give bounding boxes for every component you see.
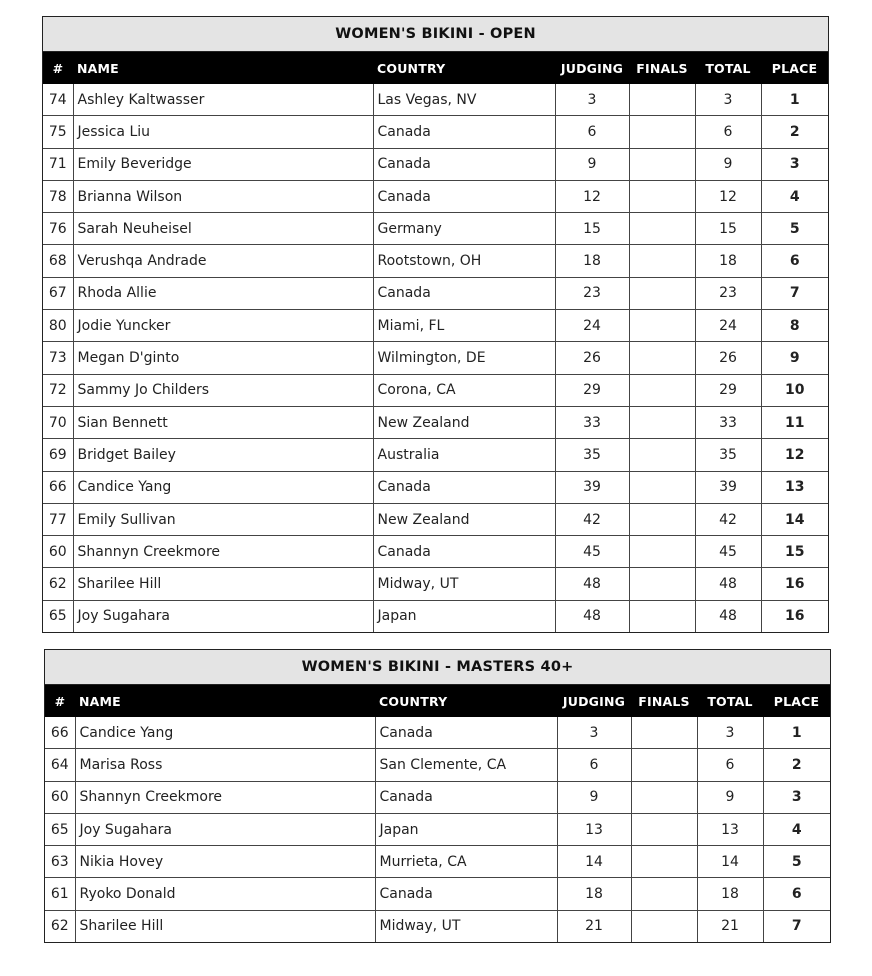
header-name: NAME [75,685,375,718]
placing: 3 [761,148,828,180]
placing: 13 [761,471,828,503]
total-score: 13 [697,813,763,845]
placing: 14 [761,503,828,535]
judging-score: 12 [555,180,629,212]
competitor-country: Midway, UT [373,568,555,600]
finals-score [631,846,697,878]
judging-score: 42 [555,503,629,535]
competitor-number: 72 [43,374,73,406]
table-row [43,536,828,568]
judging-score: 23 [555,277,629,309]
judging-score: 6 [557,749,631,781]
placing: 6 [763,878,830,910]
competitor-country: Canada [373,471,555,503]
total-score: 29 [695,374,761,406]
table-row [43,503,828,535]
competitor-country: Rootstown, OH [373,245,555,277]
placing: 11 [761,406,828,438]
total-score: 35 [695,439,761,471]
finals-score [631,717,697,749]
competitor-name: Shannyn Creekmore [73,536,373,568]
competitor-name: Candice Yang [73,471,373,503]
finals-score [629,374,695,406]
total-score: 45 [695,536,761,568]
competitor-country: Canada [373,116,555,148]
competitor-country: Canada [373,180,555,212]
table-row [43,600,828,632]
table-row [43,310,828,342]
placing: 9 [761,342,828,374]
competitor-name: Ryoko Donald [75,878,375,910]
competitor-country: San Clemente, CA [375,749,557,781]
competitor-name: Jessica Liu [73,116,373,148]
header-number: # [45,685,75,718]
competitor-country: Las Vegas, NV [373,84,555,116]
competitor-name: Shannyn Creekmore [75,781,375,813]
table-row [43,568,828,600]
placing: 1 [763,717,830,749]
table-header-row [43,52,828,85]
total-score: 18 [695,245,761,277]
competitor-country: Midway, UT [375,910,557,942]
table-row [45,846,830,878]
competitor-name: Sian Bennett [73,406,373,438]
header-country: COUNTRY [375,685,557,718]
competitor-country: Canada [375,781,557,813]
competitor-country: Corona, CA [373,374,555,406]
competitor-name: Sharilee Hill [73,568,373,600]
total-score: 15 [695,213,761,245]
total-score: 9 [697,781,763,813]
competitor-number: 68 [43,245,73,277]
competitor-number: 60 [45,781,75,813]
header-place: PLACE [763,685,830,718]
header-total: TOTAL [695,52,761,85]
competitor-number: 80 [43,310,73,342]
placing: 16 [761,568,828,600]
total-score: 21 [697,910,763,942]
finals-score [629,600,695,632]
table-row [43,342,828,374]
total-score: 42 [695,503,761,535]
competitor-number: 60 [43,536,73,568]
finals-score [629,568,695,600]
header-country: COUNTRY [373,52,555,85]
results-table-masters [44,649,831,943]
finals-score [629,148,695,180]
finals-score [629,213,695,245]
competitor-number: 63 [45,846,75,878]
table-row [45,781,830,813]
judging-score: 39 [555,471,629,503]
judging-score: 6 [555,116,629,148]
total-score: 12 [695,180,761,212]
competitor-number: 71 [43,148,73,180]
judging-score: 9 [555,148,629,180]
competitor-number: 74 [43,84,73,116]
judging-score: 18 [557,878,631,910]
competitor-number: 66 [45,717,75,749]
competitor-number: 62 [43,568,73,600]
competitor-name: Nikia Hovey [75,846,375,878]
competitor-number: 69 [43,439,73,471]
competitor-number: 73 [43,342,73,374]
judging-score: 35 [555,439,629,471]
competitor-country: Japan [373,600,555,632]
table-row [43,406,828,438]
judging-score: 18 [555,245,629,277]
placing: 8 [761,310,828,342]
results-table [45,650,830,942]
competitor-country: Germany [373,213,555,245]
judging-score: 24 [555,310,629,342]
competitor-number: 76 [43,213,73,245]
finals-score [629,310,695,342]
competitor-name: Candice Yang [75,717,375,749]
competitor-number: 61 [45,878,75,910]
competitor-number: 65 [43,600,73,632]
total-score: 23 [695,277,761,309]
judging-score: 45 [555,536,629,568]
total-score: 18 [697,878,763,910]
table-row [45,749,830,781]
table-title-row [45,650,830,685]
finals-score [631,749,697,781]
competitor-name: Marisa Ross [75,749,375,781]
finals-score [629,536,695,568]
placing: 4 [763,813,830,845]
table-row [43,439,828,471]
finals-score [631,910,697,942]
placing: 12 [761,439,828,471]
judging-score: 3 [555,84,629,116]
placing: 7 [761,277,828,309]
finals-score [629,439,695,471]
placing: 4 [761,180,828,212]
table-row [43,116,828,148]
competitor-country: Wilmington, DE [373,342,555,374]
total-score: 26 [695,342,761,374]
competitor-number: 66 [43,471,73,503]
finals-score [629,180,695,212]
results-table [43,17,828,632]
table-row [45,717,830,749]
header-finals: FINALS [631,685,697,718]
total-score: 39 [695,471,761,503]
header-finals: FINALS [629,52,695,85]
total-score: 14 [697,846,763,878]
competitor-number: 70 [43,406,73,438]
competitor-name: Emily Beveridge [73,148,373,180]
header-judging: JUDGING [555,52,629,85]
competitor-number: 65 [45,813,75,845]
placing: 6 [761,245,828,277]
placing: 3 [763,781,830,813]
table-title-row [43,17,828,52]
competitor-number: 78 [43,180,73,212]
competitor-country: Canada [373,277,555,309]
competitor-country: Miami, FL [373,310,555,342]
table-row [43,148,828,180]
judging-score: 9 [557,781,631,813]
competitor-name: Sammy Jo Childers [73,374,373,406]
competitor-number: 75 [43,116,73,148]
competitor-country: New Zealand [373,406,555,438]
competitor-country: Australia [373,439,555,471]
table-row [43,374,828,406]
table-row [45,910,830,942]
total-score: 48 [695,568,761,600]
table-header-row [45,685,830,718]
header-number: # [43,52,73,85]
total-score: 48 [695,600,761,632]
competitor-name: Sarah Neuheisel [73,213,373,245]
competitor-country: New Zealand [373,503,555,535]
total-score: 6 [697,749,763,781]
competitor-number: 67 [43,277,73,309]
judging-score: 13 [557,813,631,845]
total-score: 6 [695,116,761,148]
placing: 2 [761,116,828,148]
competitor-name: Verushqa Andrade [73,245,373,277]
competitor-number: 64 [45,749,75,781]
competitor-country: Canada [375,878,557,910]
judging-score: 33 [555,406,629,438]
competitor-name: Rhoda Allie [73,277,373,309]
judging-score: 21 [557,910,631,942]
finals-score [629,116,695,148]
competitor-name: Jodie Yuncker [73,310,373,342]
judging-score: 14 [557,846,631,878]
table-row [43,471,828,503]
competitor-country: Canada [375,717,557,749]
placing: 1 [761,84,828,116]
table-row [45,813,830,845]
total-score: 33 [695,406,761,438]
table-row [45,878,830,910]
judging-score: 48 [555,600,629,632]
finals-score [629,471,695,503]
competitor-country: Murrieta, CA [375,846,557,878]
total-score: 3 [697,717,763,749]
placing: 5 [761,213,828,245]
finals-score [631,878,697,910]
table-row [43,180,828,212]
competitor-name: Ashley Kaltwasser [73,84,373,116]
table-row [43,213,828,245]
finals-score [629,406,695,438]
competitor-number: 77 [43,503,73,535]
placing: 5 [763,846,830,878]
table-row [43,277,828,309]
competitor-name: Megan D'ginto [73,342,373,374]
judging-score: 48 [555,568,629,600]
header-total: TOTAL [697,685,763,718]
competitor-name: Sharilee Hill [75,910,375,942]
competitor-name: Joy Sugahara [73,600,373,632]
competitor-name: Joy Sugahara [75,813,375,845]
table-title: WOMEN'S BIKINI - MASTERS 40+ [45,650,830,685]
placing: 10 [761,374,828,406]
header-place: PLACE [761,52,828,85]
total-score: 9 [695,148,761,180]
judging-score: 26 [555,342,629,374]
judging-score: 3 [557,717,631,749]
finals-score [629,245,695,277]
table-title: WOMEN'S BIKINI - OPEN [43,17,828,52]
competitor-name: Brianna Wilson [73,180,373,212]
finals-score [629,342,695,374]
placing: 16 [785,608,805,625]
competitor-country: Canada [373,148,555,180]
competitor-name: Bridget Bailey [73,439,373,471]
header-name: NAME [73,52,373,85]
competitor-name: Emily Sullivan [73,503,373,535]
judging-score: 29 [555,374,629,406]
competitor-country: Japan [375,813,557,845]
table-row [43,245,828,277]
total-score: 3 [695,84,761,116]
finals-score [629,277,695,309]
total-score: 24 [695,310,761,342]
table-row [43,84,828,116]
competitor-number: 62 [45,910,75,942]
competitor-country: Canada [373,536,555,568]
placing: 2 [763,749,830,781]
header-judging: JUDGING [557,685,631,718]
placing: 15 [761,536,828,568]
finals-score [631,813,697,845]
results-table-open [42,16,829,633]
placing: 7 [791,918,802,935]
finals-score [629,503,695,535]
finals-score [629,84,695,116]
judging-score: 15 [555,213,629,245]
finals-score [631,781,697,813]
